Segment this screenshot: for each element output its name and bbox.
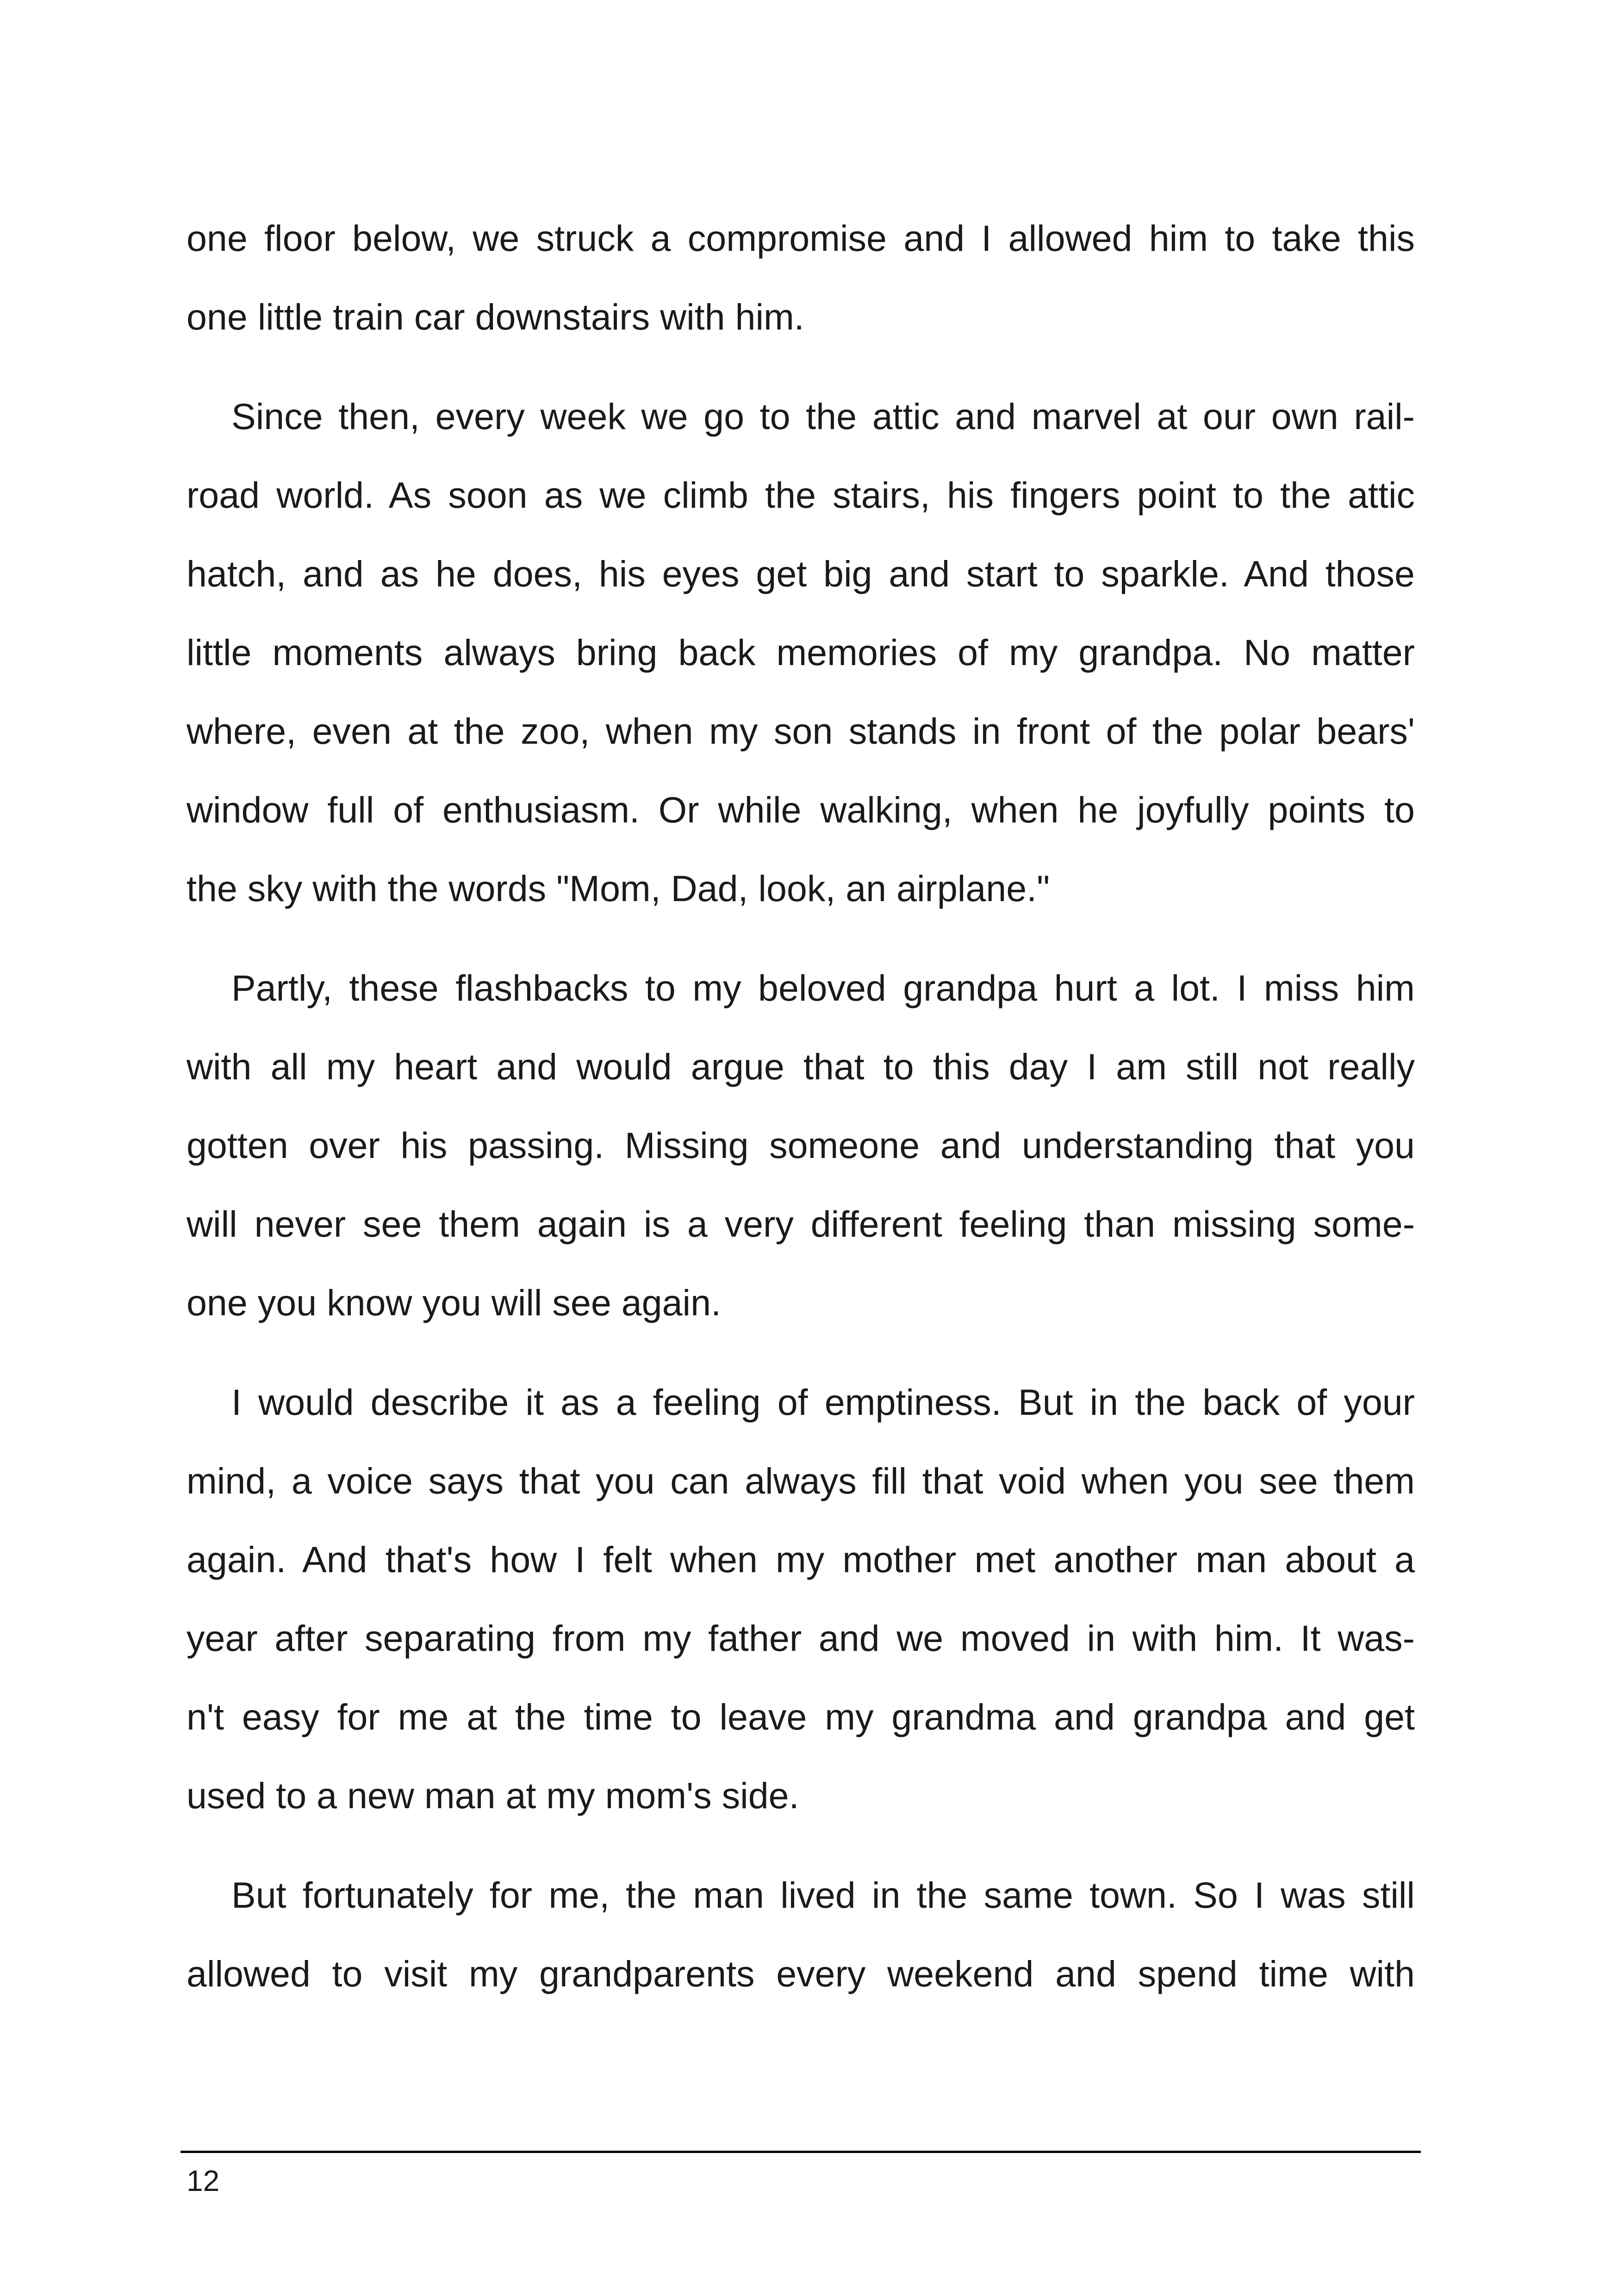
text-line: little moments always bring back memories of my grandpa. No matter [187, 632, 1415, 673]
text-line: with all my heart and would argue that to this day I am still not really [187, 1046, 1415, 1087]
text-line: again. And that's how I felt when my mother met another man about a [187, 1539, 1415, 1580]
text-line: mind, a voice says that you can always fill that void when you see them [187, 1460, 1415, 1501]
text-line: I would describe it as a feeling of emptiness. But in the back of your [231, 1381, 1415, 1423]
text-line: Since then, every week we go to the attic and marvel at our own rail- [231, 396, 1415, 437]
text-line: n't easy for me at the time to leave my grandma and grandpa and get [187, 1696, 1415, 1737]
text-line: the sky with the words "Mom, Dad, look, an airplane." [187, 868, 1050, 909]
body-text [187, 199, 1415, 2013]
text-line: gotten over his passing. Missing someone and understanding that you [187, 1125, 1415, 1166]
text-line: year after separating from my father and we moved in with him. It was- [187, 1618, 1415, 1659]
text-line: hatch, and as he does, his eyes get big and start to sparkle. And those [187, 553, 1415, 594]
text-line: But fortunately for me, the man lived in the same town. So I was still [231, 1874, 1415, 1916]
text-line: one little train car downstairs with him. [187, 296, 804, 337]
text-line: road world. As soon as we climb the stairs, his fingers point to the attic [187, 474, 1415, 516]
text-line: one floor below, we struck a compromise and I allowed him to take this [187, 218, 1415, 259]
footer-rule [180, 2151, 1421, 2153]
page-number: 12 [187, 2164, 220, 2197]
text-line: one you know you will see again. [187, 1282, 721, 1323]
text-line: where, even at the zoo, when my son stands in front of the polar bears' [187, 710, 1415, 752]
text-line: allowed to visit my grandparents every weekend and spend time with [187, 1953, 1415, 1994]
text-line: window full of enthusiasm. Or while walking, when he joyfully points to [187, 789, 1415, 830]
text-line: used to a new man at my mom's side. [187, 1775, 799, 1816]
text-line: Partly, these flashbacks to my beloved grandpa hurt a lot. I miss him [231, 967, 1415, 1008]
text-line: will never see them again is a very different feeling than missing some- [187, 1203, 1415, 1244]
